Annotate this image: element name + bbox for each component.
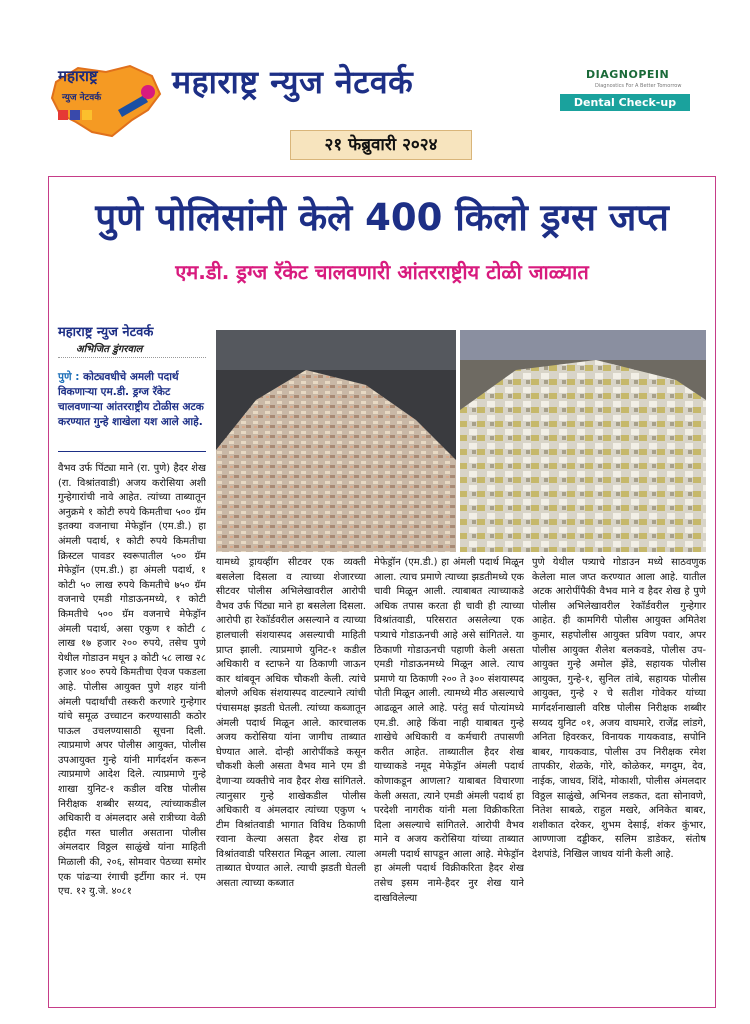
issue-date: २१ फेब्रुवारी २०२४: [290, 130, 472, 160]
ad-banner[interactable]: Dental Check-up ₹50/-: [560, 94, 690, 111]
intro-paragraph: [58, 370, 206, 430]
ad-tagline: Diagnostics For A Better Tomorrow: [595, 83, 682, 89]
divider: [58, 357, 206, 358]
headline: पुणे पोलिसांनी केले 400 किलो ड्रग्स जप्त: [95, 196, 669, 239]
article-column-2: यामध्ये ड्रायव्हींग सीटवर एक व्यक्ती बसलेला दिसला व त्याच्या शेजारच्या सीटवर पोलीस अभिलेखावरील आरोपी वैभव उर्फ पिंट्या माने हा बसलेला दिसला. आरोपी हा रेकॉर्डवरील असल्याने व त्याच्या हालचाली संशयास्पद असल्याची माहिती प्राप्त झाली. त्याप्रमाणे युनिट-१ कडील अधिकारी व स्टाफने या ठिकाणी जाऊन कार थांबवून अधिक चौकशी केली. त्यांचे बोलणे अधिक संशयास्पद वाटल्याने त्यांची पंचासमक्ष झडती घेतली. त्यांच्या कब्जातून अंमली पदार्थ मिळून आले. कारचालक अजय करोसिया यांना जागीच ताब्यात घेण्यात आले. दोन्ही आरोपींकडे कसून चौकशी केली असता वैभव माने एम डी देणाऱ्या व्यक्तीचे नाव हैदर शेख सांगितले. त्यानुसार गुन्हे शाखेकडील पोलीस अधिकारी व अंमलदार त्यांच्या एकुण ५ टीम विश्रांतवाडी भागात विविध ठिकाणी रवाना केल्या असता हैदर शेख हा विश्रांतवाडी परिसरात मिळून आला. त्याला ताब्यात घेण्यात आले. त्याची झडती घेतली असता त्याच्या कब्जात: [216, 557, 366, 890]
intro-text: कोट्यवधीचे अमली पदार्थ विकणाऱ्या एम.डी. ड्रग्ज रॅकेट चालवणाऱ्या आंतरराष्ट्रीय टोळीस अटक करण्यात गुन्हे शाखेला यश आले आहे.: [58, 371, 204, 428]
subheadline: एम.डी. ड्रग्ज रॅकेट चालवणारी आंतरराष्ट्रीय टोळी जाळ्यात: [175, 260, 589, 284]
article-column-3: मेफेड्रॉन (एम.डी.) हा अंमली पदार्थ मिळून आला. त्याच प्रमाणे त्याच्या झडतीमध्ये एक चावी मिळून आली. त्याबाबत त्याच्याकडे अधिक तपास करता ही चावी ही त्याच्या विश्रांतवाडी, परिसरात असलेल्या एक पत्र्याचे गोडाऊनची आहे असे सांगितले. या ठिकाणी गोडाऊनची पहाणी केली असता एमडी गोडाऊनमध्ये मिळून आले. त्याच प्रमाणे या ठिकाणी २०० ते ३०० संशयास्पद पोती मिळून आली. त्यामध्ये मीठ असल्याचे आढळून आले आहे. परंतु सर्व पोत्यांमध्ये एम.डी. आहे किंवा नाही याबाबत गुन्हे शाखेचे अधिकारी व कर्मचारी तपासणी करीत आहेत. ताब्यातील हैदर शेख याच्याकडे नमूद मेफेड्रॉन अंमली पदार्थ कोणाकडून आणला? याबाबत विचारणा केली असता, त्याने एमडी अंमली पदार्थ हा परदेशी नागरीक यांनी मला विक्रीकरिता दिला असल्याचे सांगितले. आरोपी वैभव माने व अजय करोसिया यांच्या ताब्यात अमली पदार्थ सापडून आला आहे. मेफेड्रॉन हा अंमली पदार्थ विक्रीकरिता हैदर शेख तसेच इसम नामे-हैदर नुर शेख याने दाखविलेल्या: [374, 557, 524, 904]
article-column-4: पुणे येथील पत्र्याचे गोडाउन मध्ये साठवणुक केलेला माल जप्त करण्यात आला आहे. यातील अटक आरोपींपैकी वैभव माने व हैदर शेख हे पुणे पोलीस अभिलेखावरील रेकॉर्डवरील गुन्हेगार आहेत. ही कामगिरी पोलीस आयुक्त अमितेश कुमार, सहपोलीस आयुक्त प्रविण पवार, अपर पोलीस आयुक्त शैलेश बलकवडे, पोलीस उप- आयुक्त गुन्हे अमोल झेंडे, सहायक पोलीस आयुक्त, गुन्हे-१, सुनिल तांबे, सहायक पोलीस आयुक्त, गुन्हे २ चे सतीश गोवेकर यांच्या मार्गदर्शनाखाली वरिष्ठ पोलीस निरीक्षक शब्बीर सय्यद युनिट ०१, अजय वाघमारे, राजेंद्र लांडगे, अनिता हिवरकर, विनायक गायकवाड, सपोनि बाबर, गायकवाड, पोलीस उप निरीक्षक रमेश तापकीर, शेळके, गोरे, कोळेकर, मगदुम, देव, नाईक, जाधव, शिंदे, मोकाशी, पोलीस अंमलदार विठ्ठल साळुंखे, अभिनव लडकत, दता सोनावणे, नितेश साबळे, राहुल मखरे, अनिकेत बाबर, शशीकात दरेकर, शुभम देसाई, शंकर कुंभार, आण्णाजा दड्डीकर, सलिम डाडेकर, संतोष देशपांडे, निखिल जाधव यांनी केली आहे.: [532, 557, 706, 860]
ad-logo: DIAGNOPEIN: [586, 68, 670, 81]
byline-author: अभिजित डुंगरवाल: [76, 344, 143, 355]
logo-subtitle: न्युज नेटवर्क: [62, 93, 102, 103]
article-column-1: वैभव उर्फ पिंट्या माने (रा. पुणे) हैदर शेख (रा. विश्रांतवाडी) अजय करोसिया अशी गुन्हेगारांची नावे आहेत. त्यांच्या ताब्यातून अनुक्रमे १ कोटी रुपये किमतीचा ५०० ग्रॅम इतक्या वजनाचा मेफेड्रॉन (एम.डी.) हा अंमली पदार्थ, १ कोटी रुपये किमतीचा क्रिस्टल पावडर स्वरूपातील ५०० ग्रॅम मेफेड्रॉन (एम.डी.) हा अंमली पदार्थ, १ कोटी ५० लाख रुपये किमतीचे ७५० ग्रॅम वजनाचे एमडी गोडाऊनमध्ये, १ कोटी किमतीचे ५०० ग्रॅम वजनाचे मेफेड्रॉन अंमली पदार्थ, असा एकुण १ कोटी ८ लाख १७ हजार २०० रुपये, तसेच पुणे येथील गोडाउन मधून ३ कोटी ५८ लाख २८ हजार ४०० रुपये किमतीचा ऐवज पकडला आहे. पोलीस आयुक्त पुणे शहर यांनी अंमली पदार्थांची तस्करी करणारे गुन्हेगार यांचे समूळ उच्चाटन करण्यासाठी कठोर पाऊल उचलण्यासाठी सूचना दिली. त्याप्रमाणे अपर पोलीस आयुक्त, पोलीस उपआयुक्त गुन्हे यांनी मार्गदर्शन करून त्याप्रमाणे आदेश दिले. त्याप्रमाणे गुन्हे शाखा युनिट-१ कडील वरिष्ठ पोलीस निरीक्षक शब्बीर सय्यद, त्यांच्याकडील अधिकारी व अंमलदार असे रात्रीच्या वेळी हद्दीत गस्त घालीत असताना पोलीस अंमलदार विठ्ठल साळुंखे यांना माहिती मिळाली की, २०६, सोमवार पेठच्या समोर एक पांढऱ्या रंगाची इर्टीगा कार नं. एम एच. १२ यु.जे. ४०८१: [58, 463, 206, 898]
masthead: [0, 0, 750, 175]
logo-title: महाराष्ट्र: [58, 67, 98, 85]
byline-publication: महाराष्ट्र न्युज नेटवर्क: [58, 325, 154, 340]
seized-drugs-photo: [216, 330, 706, 552]
dateline: पुणे :: [58, 371, 80, 383]
divider: [58, 451, 206, 452]
newspaper-title: महाराष्ट्र न्युज नेटवर्क: [172, 63, 414, 101]
